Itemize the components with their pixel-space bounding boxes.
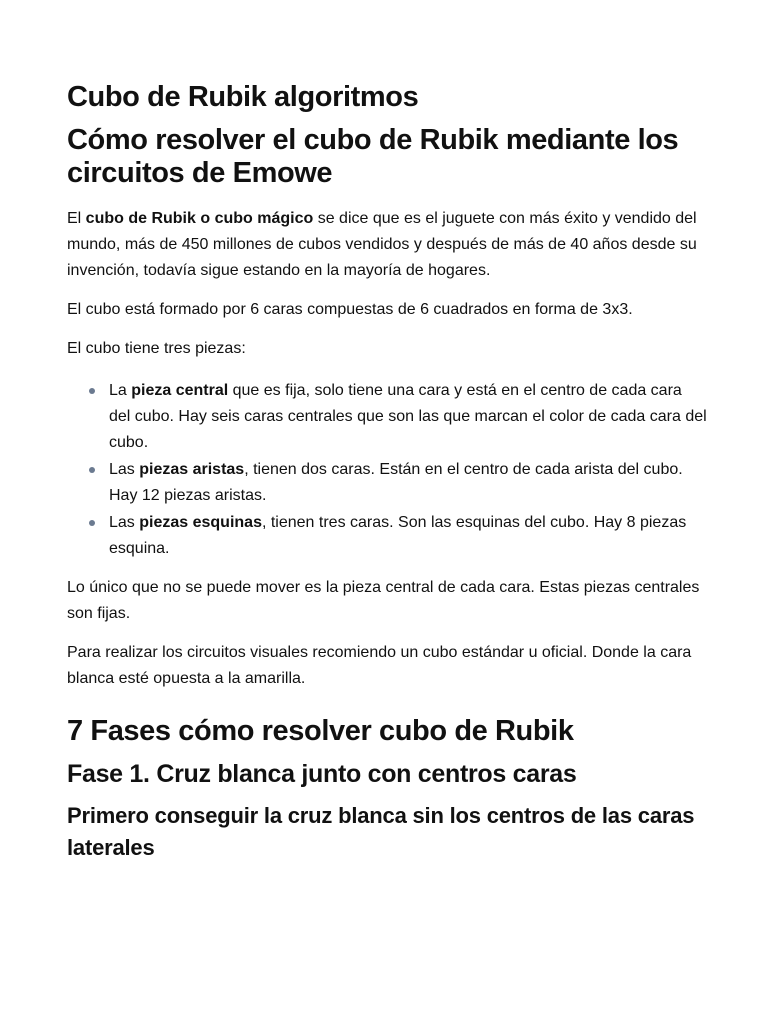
- list-item-prefix: Las: [109, 514, 140, 531]
- list-item-prefix: La: [109, 382, 132, 399]
- intro-paragraph-2: El cubo está formado por 6 caras compuestas de 6 cuadrados en forma de 3x3.: [67, 301, 633, 318]
- list-item-piezas-aristas: [67, 457, 707, 509]
- list-item-bold: piezas esquinas: [139, 514, 262, 531]
- phase-1-title: Fase 1. Cruz blanca junto con centros caras: [67, 760, 577, 788]
- outro-paragraph-1: Lo único que no se puede mover es la pieza central de cada cara. Estas piezas centrales son fijas.: [67, 579, 700, 622]
- list-item-piezas-esquinas: [67, 510, 707, 562]
- phase-1-subtitle: Primero conseguir la cruz blanca sin los centros de las caras laterales: [67, 803, 695, 860]
- list-item-rest: , tienen tres caras. Son las esquinas del cubo. Hay 8 piezas esquina.: [109, 514, 687, 557]
- intro-paragraph-3: El cubo tiene tres piezas:: [67, 340, 246, 357]
- list-item-bold: piezas aristas: [139, 461, 245, 478]
- list-item-rest: , tienen dos caras. Están en el centro de cada arista del cubo. Hay 12 piezas aristas.: [109, 461, 683, 504]
- list-item-piece-central: [67, 378, 707, 456]
- page-subtitle: Cómo resolver el cubo de Rubik mediante los circuitos de Emowe: [67, 124, 679, 189]
- list-item-rest: que es fija, solo tiene una cara y está en el centro de cada cara del cubo. Hay seis caras centrales que son las que marcan el color de cada cara del cubo.: [109, 382, 707, 451]
- bullet-icon: [89, 520, 95, 526]
- intro-paragraph-1: [67, 206, 707, 284]
- pieces-list: [67, 378, 707, 562]
- page-title: Cubo de Rubik algoritmos: [67, 81, 419, 113]
- bullet-icon: [89, 388, 95, 394]
- intro-p1-rest: se dice que es el juguete con más éxito y vendido del mundo, más de 450 millones de cubos vendidos y después de más de 40 años desde su invención, todavía sigue estando en la mayoría de hogares.: [67, 210, 697, 279]
- intro-p1-bold: cubo de Rubik o cubo mágico: [85, 210, 314, 227]
- document-page: [67, 78, 707, 864]
- section-title: 7 Fases cómo resolver cubo de Rubik: [67, 715, 574, 747]
- list-item-bold: pieza central: [131, 382, 229, 399]
- bullet-icon: [89, 467, 95, 473]
- intro-p1-prefix: El: [67, 210, 86, 227]
- outro-paragraph-2: Para realizar los circuitos visuales recomiendo un cubo estándar u oficial. Donde la cara blanca esté opuesta a la amarilla.: [67, 644, 692, 687]
- list-item-prefix: Las: [109, 461, 140, 478]
